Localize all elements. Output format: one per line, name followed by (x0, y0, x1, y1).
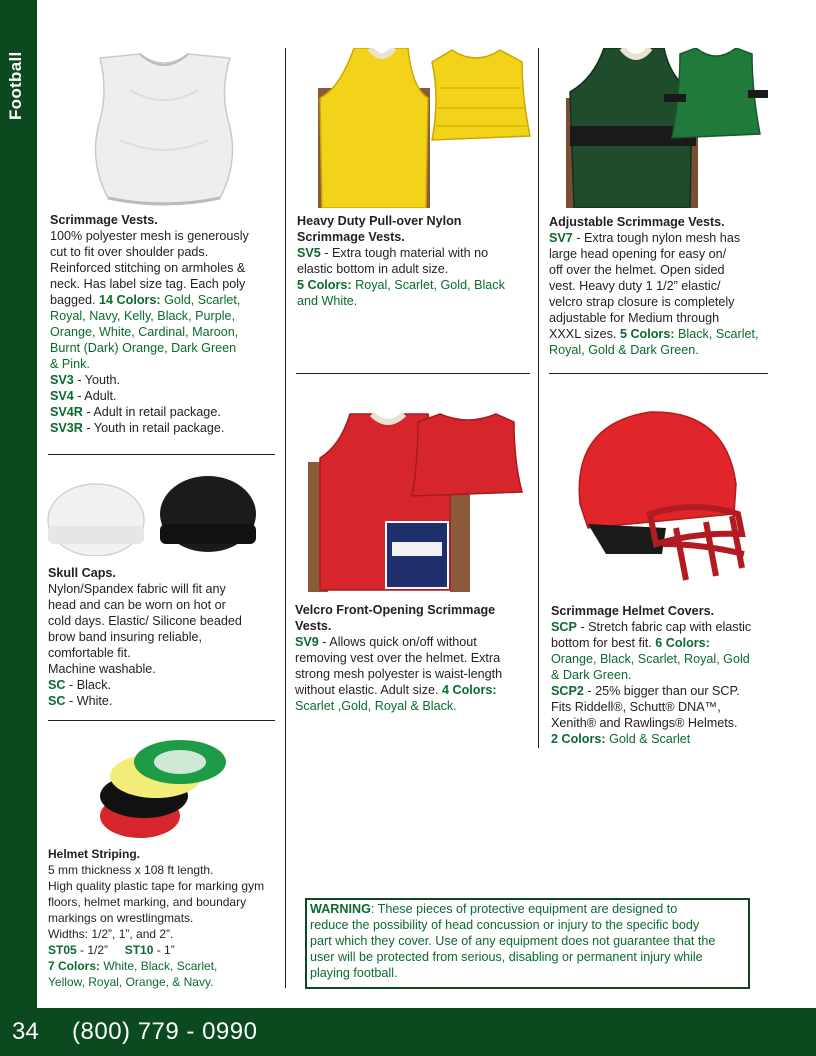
warning-text: user will be protected from serious, disabling or permanent injury while (310, 950, 703, 964)
desc-text: - 25% bigger than our SCP. (583, 684, 740, 698)
warning-text: playing football. (310, 966, 398, 980)
desc-line: cold days. Elastic/ Silicone beaded (48, 614, 242, 628)
sku-code: SV5 (297, 246, 321, 260)
colors-text: Gold, Scarlet, (160, 293, 241, 307)
yellow-vest-image (300, 48, 532, 208)
desc-text: XXXL sizes. (549, 327, 620, 341)
colors-text: Gold & Scarlet (605, 732, 691, 746)
product-title: Scrimmage Vests. (297, 230, 405, 244)
sku-code: ST10 (124, 943, 154, 957)
row-divider (48, 720, 275, 721)
desc-line: Reinforced stitching on armholes & (50, 261, 246, 275)
sku-code: SV4 (50, 389, 74, 403)
product-title: Helmet Striping. (48, 847, 141, 861)
desc-text: bagged. (50, 293, 100, 307)
velcro-vests-text (295, 602, 533, 714)
sku-text: - Adult in retail package. (82, 405, 221, 419)
row-divider (48, 454, 275, 455)
warning-text: part which they cover. Use of any equipment does not guarantee that the (310, 934, 716, 948)
column-divider (538, 48, 539, 748)
product-title: Adjustable Scrimmage Vests. (549, 215, 725, 229)
sku-code: SC (48, 694, 66, 708)
colors-text: Royal, Navy, Kelly, Black, Purple, (50, 309, 236, 323)
colors-label: 2 Colors: (551, 732, 606, 746)
sku-text: - 1/2” (76, 943, 125, 957)
colors-text: & Pink. (50, 357, 90, 371)
sku-code: SCP2 (551, 684, 584, 698)
colors-label: 6 Colors: (655, 636, 710, 650)
warning-box (305, 898, 750, 989)
colors-label: 14 Colors: (99, 293, 161, 307)
colors-text: Scarlet ,Gold, Royal & Black. (295, 699, 457, 713)
desc-line: brow band insuring reliable, (48, 630, 203, 644)
sku-code: SV4R (50, 405, 83, 419)
footer (0, 1008, 816, 1056)
colors-label: 5 Colors: (297, 278, 352, 292)
sku-code: SV7 (549, 231, 573, 245)
colors-text: Royal, Gold & Dark Green. (549, 343, 699, 357)
desc-line: floors, helmet marking, and boundary (48, 895, 247, 909)
product-title: Velcro Front-Opening Scrimmage (295, 603, 496, 617)
colors-text: Yellow, Royal, Orange, & Navy. (48, 975, 214, 989)
sku-code: SV3R (50, 421, 83, 435)
colors-text: and White. (297, 294, 358, 308)
desc-line: Machine washable. (48, 662, 156, 676)
desc-line: Widths: 1/2”, 1”, and 2”. (48, 927, 174, 941)
sku-text: - White. (65, 694, 113, 708)
desc-line: strong mesh polyester is waist-length (295, 667, 503, 681)
desc-text: without elastic. Adult size. (295, 683, 442, 697)
desc-line: Xenith® and Rawlings® Helmets. (551, 716, 738, 730)
scrimmage-vests-text (50, 212, 282, 436)
helmet-striping-text (48, 846, 284, 990)
sku-text: - Youth in retail package. (82, 421, 225, 435)
warning-label: WARNING (310, 902, 371, 916)
desc-text: - Allows quick on/off without (318, 635, 477, 649)
row-divider (549, 373, 768, 374)
sku-text: - 1” (153, 943, 175, 957)
helmet-covers-text (551, 603, 771, 747)
colors-text: White, Black, Scarlet, (100, 959, 218, 973)
skull-caps-image (46, 468, 260, 556)
colors-text: & Dark Green. (551, 668, 632, 682)
product-title: Scrimmage Helmet Covers. (551, 604, 715, 618)
desc-line: removing vest over the helmet. Extra (295, 651, 501, 665)
desc-line: High quality plastic tape for marking gym (48, 879, 265, 893)
colors-text: Black, Scarlet, (674, 327, 759, 341)
desc-line: cut to fit over shoulder pads. (50, 245, 209, 259)
desc-line: large head opening for easy on/ (549, 247, 727, 261)
desc-line: markings on wrestlingmats. (48, 911, 194, 925)
desc-line: off over the helmet. Open sided (549, 263, 725, 277)
product-title: Heavy Duty Pull-over Nylon (297, 214, 462, 228)
desc-line: Nylon/Spandex fabric will fit any (48, 582, 226, 596)
colors-label: 7 Colors: (48, 959, 101, 973)
desc-line: velcro strap closure is completely (549, 295, 735, 309)
sku-code: SV3 (50, 373, 74, 387)
desc-line: vest. Heavy duty 1 1/2” elastic/ (549, 279, 721, 293)
colors-text: Orange, Black, Scarlet, Royal, Gold (551, 652, 750, 666)
heavy-duty-vests-text (297, 213, 533, 309)
skull-caps-text (48, 565, 280, 709)
colors-text: Burnt (Dark) Orange, Dark Green (50, 341, 237, 355)
desc-line: 5 mm thickness x 108 ft length. (48, 863, 214, 877)
warning-text: : These pieces of protective equipment are designed to (370, 902, 678, 916)
sku-text: - Adult. (73, 389, 117, 403)
sku-code: SV9 (295, 635, 319, 649)
desc-text: - Extra tough material with no (320, 246, 489, 260)
row-divider (296, 373, 530, 374)
product-title: Skull Caps. (48, 566, 116, 580)
page-number: 34 (12, 1018, 39, 1045)
colors-text: Royal, Scarlet, Gold, Black (351, 278, 505, 292)
desc-text: - Stretch fabric cap with elastic (576, 620, 752, 634)
striping-tape-image (96, 736, 228, 840)
colors-label: 5 Colors: (619, 327, 675, 341)
product-title: Scrimmage Vests. (50, 213, 158, 227)
red-vest-image (300, 412, 528, 592)
desc-line: Fits Riddell®, Schutt® DNA™, (551, 700, 721, 714)
section-label: Football (6, 51, 25, 120)
warning-text: reduce the possibility of head concussion or injury to the specific body (310, 918, 700, 932)
product-title: Vests. (295, 619, 332, 633)
desc-line: adjustable for Medium through (549, 311, 720, 325)
desc-line: neck. Has label size tag. Each poly (50, 277, 246, 291)
colors-text: Orange, White, Cardinal, Maroon, (50, 325, 239, 339)
helmet-cover-image (566, 404, 752, 592)
desc-line: comfortable fit. (48, 646, 131, 660)
desc-text: - Extra tough nylon mesh has (572, 231, 741, 245)
white-vest-image (80, 50, 248, 210)
sidebar (0, 0, 37, 1008)
adjustable-vests-text (549, 214, 769, 358)
sku-text: - Black. (65, 678, 111, 692)
phone-number: (800) 779 - 0990 (72, 1018, 258, 1045)
desc-line: head and can be worn on hot or (48, 598, 226, 612)
desc-text: bottom for best fit. (551, 636, 656, 650)
colors-label: 4 Colors: (442, 683, 497, 697)
green-vest-image (560, 48, 768, 208)
desc-line: 100% polyester mesh is generously (50, 229, 249, 243)
desc-line: elastic bottom in adult size. (297, 262, 449, 276)
sku-code: ST05 (48, 943, 77, 957)
column-divider (285, 48, 286, 988)
sku-text: - Youth. (73, 373, 121, 387)
sku-code: SCP (551, 620, 577, 634)
sku-code: SC (48, 678, 66, 692)
